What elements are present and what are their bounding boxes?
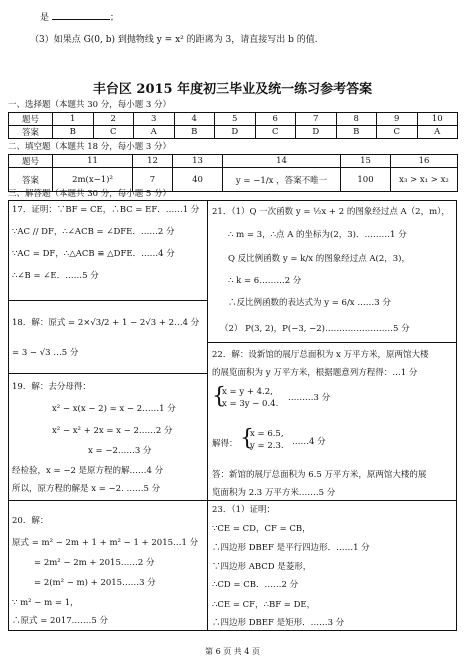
table-cell: 4 <box>174 113 215 126</box>
section1-heading: 一、选择题（本题共 30 分，每小题 3 分） <box>8 100 172 110</box>
answer-line: ∴ m = 3，∴点 A 的坐标为(2，3)．………1 分 <box>228 230 407 240</box>
blank-underline <box>52 10 110 20</box>
table-cell: 7 <box>296 113 337 126</box>
brace-icon: { <box>240 426 254 451</box>
table-cell: 10 <box>417 113 458 126</box>
answer-line: x² − x(x − 2) = x − 2……1 分 <box>52 404 176 414</box>
answer-line: x = −2……3 分 <box>88 446 152 456</box>
answer-line: x² − x² + 2x = x − 2……2 分 <box>52 426 173 436</box>
frame-bottom <box>8 630 457 631</box>
row-label: 题号 <box>9 113 53 126</box>
table-cell: D <box>296 126 337 139</box>
answer-line <box>40 10 119 24</box>
column-divider <box>207 200 208 630</box>
answer-line: （2） P(3, 2)，P(−3, −2)……………………5 分 <box>220 324 410 334</box>
row-divider <box>8 300 207 301</box>
table-cell: 12 <box>133 155 173 168</box>
row-divider <box>207 342 456 343</box>
answer-line: 解得： <box>212 439 238 449</box>
answer-line: 所以，原方程的解是 x = −2. ……5 分 <box>12 484 161 494</box>
row-divider <box>8 500 207 501</box>
answer-line: 原式 = m² − 2m + 1 + m² − 1 + 2015…1 分 <box>12 538 199 548</box>
answer-line: ∴四边形 DBEF 是平行四边形．……1 分 <box>212 543 370 553</box>
line-suffix: ； <box>109 13 119 23</box>
answer-line: ∵四边形 ABCD 是菱形， <box>212 562 312 572</box>
frame-left <box>8 200 9 630</box>
table-cell: 9 <box>377 113 418 126</box>
answer-line: 21．（1）Q 一次函数 y = ½x + 2 的图象经过点 A（2，m）， <box>212 207 450 217</box>
answer-line: ∴CE = CF，∴BF = DE， <box>212 600 316 610</box>
answer-line: = 2m² − 2m + 2015……2 分 <box>34 558 155 568</box>
fill-answer-table <box>8 154 458 192</box>
equation-line: x = 3y − 0.4. <box>222 399 279 409</box>
table-cell: 40 <box>173 168 223 192</box>
answer-line: 23．（1）证明： <box>212 505 275 515</box>
answer-line: 18．解：原式 = 2×√3/2 + 1 − 2√3 + 2…4 分 <box>12 318 200 328</box>
table-cell: 14 <box>223 155 341 168</box>
answer-line: ∴CD = CB．……2 分 <box>212 580 299 590</box>
equation-line: x = 6.5, <box>250 429 284 439</box>
table-cell: A <box>134 126 175 139</box>
table-cell: 5 <box>215 113 256 126</box>
table-cell: 1 <box>53 113 94 126</box>
table-cell: 2 <box>93 113 134 126</box>
table-cell: 7 <box>133 168 173 192</box>
answer-line: = 2(m² − m) + 2015……3 分 <box>34 578 156 588</box>
score-note: ……4 分 <box>292 437 326 447</box>
table-cell: B <box>174 126 215 139</box>
table-cell: 100 <box>341 168 391 192</box>
answer-line: 19．解：去分母得： <box>12 382 91 392</box>
section3-heading: 三、解答题（本题共 30 分，每小题 5 分） <box>8 189 172 199</box>
answer-line: = 3 − √3 …5 分 <box>12 348 79 358</box>
answer-line: 22．解：设新馆的展厅总面积为 x 万平方米，原两馆大楼 <box>212 350 429 360</box>
section2-heading: 二、填空题（本题共 18 分，每小题 3 分） <box>8 142 172 152</box>
row-label: 答案 <box>9 168 53 192</box>
answer-line: ∴反比例函数的表达式为 y = 6/x ……3 分 <box>228 298 391 308</box>
table-cell: B <box>336 126 377 139</box>
table-cell: 6 <box>255 113 296 126</box>
answer-line: ∴四边形 DBEF 是矩形．……3 分 <box>212 618 345 628</box>
answer-line: ∵CE = CD，CF = CB， <box>212 524 311 534</box>
table-cell: 15 <box>341 155 391 168</box>
table-cell: x₃ > x₁ > x₂ <box>391 168 458 192</box>
table-cell: 8 <box>336 113 377 126</box>
table-row <box>9 113 458 126</box>
table-cell: y = −1/x ，答案不唯一 <box>223 168 341 192</box>
answer-line: ∵AC = DF，∴△ACB ≌ △DFE．……4 分 <box>12 249 175 259</box>
table-cell: A <box>417 126 458 139</box>
answer-line: 览面积为 2.3 万平方米.……5 分 <box>212 488 336 498</box>
row-divider <box>207 500 456 501</box>
answer-line: Q 反比例函数 y = k/x 的图象经过点 A(2，3)， <box>228 254 411 264</box>
equation-line: y = 2.3. <box>250 441 284 451</box>
table-cell: C <box>377 126 418 139</box>
table-cell: 2m(x−1)² <box>53 168 133 192</box>
table-cell: B <box>53 126 94 139</box>
answer-line: 20．解： <box>12 516 49 526</box>
table-cell: C <box>255 126 296 139</box>
brace-icon: { <box>212 384 226 409</box>
table-cell: 16 <box>391 155 458 168</box>
equation-line: x = y + 4.2, <box>222 387 273 397</box>
frame-right <box>456 200 457 630</box>
table-cell: C <box>93 126 134 139</box>
table-row <box>9 168 458 192</box>
answer-line: ∵AC // DF，∴∠ACB = ∠DFE．……2 分 <box>12 227 175 237</box>
frame-top <box>8 200 457 201</box>
table-row <box>9 155 458 168</box>
choice-answer-table <box>8 112 458 139</box>
answer-line: 的展览面积为 y 万平方米，根据题意列方程得：…1 分 <box>212 368 418 378</box>
answer-line: 答：新馆的展厅总面积为 6.5 万平方米，原两馆大楼的展 <box>212 470 427 480</box>
score-note: ………3 分 <box>288 393 331 403</box>
table-cell: 11 <box>53 155 133 168</box>
question-3: （3）如果点 G(0, b) 到抛物线 y = x² 的距离为 3，请直接写出 b 的值. <box>30 35 318 45</box>
table-cell: D <box>215 126 256 139</box>
line-prefix: 是 <box>40 13 50 23</box>
answer-line: ∴原式 = 2017.……5 分 <box>12 616 108 626</box>
table-cell: 3 <box>134 113 175 126</box>
page-footer: 第 6 页 共 4 页 <box>205 647 260 656</box>
answer-line: ∴ k = 6………2 分 <box>228 276 302 286</box>
row-label: 答案 <box>9 126 53 139</box>
row-label: 题号 <box>9 155 53 168</box>
page-title: 丰台区 2015 年度初三毕业及统一练习参考答案 <box>92 82 373 97</box>
answer-line: 17．证明：∵BF = CE，∴BC = EF．……1 分 <box>12 205 200 215</box>
row-divider <box>8 373 207 374</box>
answer-line: ∴∠B = ∠E．……5 分 <box>12 271 99 281</box>
answer-line: ∵ m² − m = 1， <box>12 598 79 608</box>
table-cell: 13 <box>173 155 223 168</box>
table-row <box>9 126 458 139</box>
answer-line: 经检验，x = −2 是原方程的解……4 分 <box>12 466 164 476</box>
